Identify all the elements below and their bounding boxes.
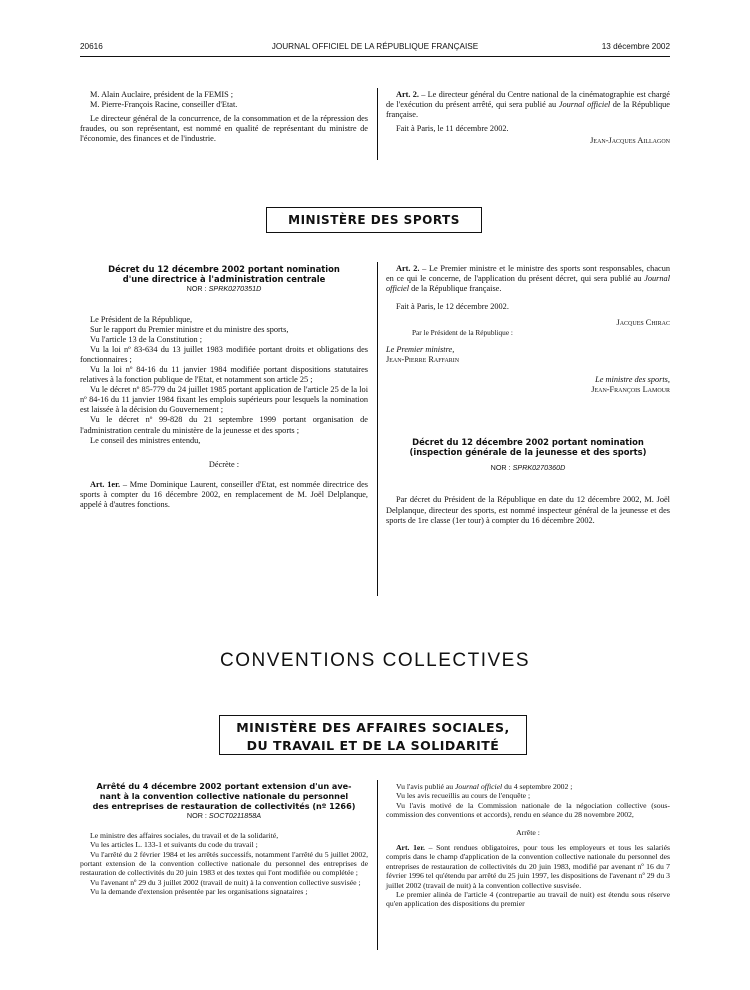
article-paragraph [386,90,670,120]
decree-title: d'une directrice à l'administration centrale [122,274,326,285]
arrete-title: Arrêté du 4 décembre 2002 portant extension d'un ave- [96,781,352,791]
section-heading: CONVENTIONS COLLECTIVES [219,650,531,671]
arrete-title: nant à la convention collective nationale du personnel [99,790,349,801]
decree-title: Décret du 12 décembre 2002 portant nomination [412,436,644,447]
paragraph: Le premier alinéa de l'article 4 (contrepartie au travail de nuit) est étendu sous réserve qu'en application des dispositions du premier [386,890,670,909]
decree-body: Par décret du Président de la République en date du 12 décembre 2002, M. Joël Delplanque, directeur des sports, est nommé inspecteur général de la jeunesse et des sports de 1re classe (1er tour) à compter du 16 décembre 2002. [386,495,670,525]
prime-minister-name: Jean-Pierre Raffarin [386,354,460,364]
member-line: M. Pierre-François Racine, conseiller d'Etat. [90,100,238,110]
member-line: M. Alain Auclaire, président de la FEMIS ; [90,90,234,99]
arrete-title: des entreprises de restauration de collectivités (nº 1266) [92,800,356,811]
article-text: de la République française. [386,100,670,120]
arrete-extension [80,782,368,897]
decree-directrice [80,264,368,510]
paragraph: Vu l'arrêté du 2 février 1984 et les arrêtés successifs, notamment l'arrêté du 5 juillet 2002, portant extension de la convention collective nationale du personnel des entreprises de restauration de collectivités du 20 juin 1983 et des textes qui l'ont modifiée ou complétée ; [80,849,368,878]
paragraph: Le conseil des ministres entendu, [90,435,201,445]
paragraph: Le Président de la République, [90,314,193,324]
paragraph: Vu l'avis publié au Journal officiel du 4 septembre 2002 ; [396,782,573,791]
column-separator [377,88,378,160]
column-separator [377,262,378,596]
running-header [80,42,670,54]
decree-title: Décret du 12 décembre 2002 portant nomination [108,264,340,274]
fait-line: Fait à Paris, le 11 décembre 2002. [396,124,509,134]
top-right-column [386,90,670,146]
header-rule [80,56,670,57]
prime-minister-title: Le Premier ministre, [386,344,455,354]
paragraph: Le directeur général de la concurrence, de la consommation et de la répression des fraudes, ou son représentant, est nommé en qualité de représentant du ministre de l'économie, des finances et de l'industrie. [80,114,368,144]
signature-president: Jacques Chirac [616,318,670,328]
paragraph: Vu la loi nº 83-634 du 13 juillet 1983 modifiée portant droits et obligations des fonctionnaires ; [80,344,368,364]
ministry-title-box: MINISTÈRE DES SPORTS [266,207,482,233]
fait-line: Fait à Paris, le 12 décembre 2002. [396,302,509,312]
top-left-column [80,90,368,144]
par-le-president: Par le Président de la République : [412,328,513,338]
paragraph: Le ministre des affaires sociales, du travail et de la solidarité, [90,830,279,840]
page-number: 20616 [80,42,103,51]
paragraph: Vu la loi nº 84-16 du 11 janvier 1984 modifiée portant dispositions statutaires relatives à la fonction publique de l'Etat, et notamment son article 25 ; [80,364,368,385]
sports-minister-name: Jean-François Lamour [591,384,670,394]
arrete-line: Arrête : [516,827,540,837]
paragraph: Vu la demande d'extension présentée par les organisations signataires ; [90,887,308,897]
article-paragraph: Art. 2. – Le Premier ministre et le ministre des sports sont responsables, chacun en ce qui le concerne, de l'application du présent décret, qui sera publié au Journal officiel de la République française. [386,264,670,294]
paragraph: Vu le décret nº 85-779 du 24 juillet 1985 portant application de l'article 25 de la loi nº 84-16 du 11 janvier 1984 fixant les emplois supérieurs pour lesquels la nomination est laissée à la décision du Gouvernement ; [80,385,368,415]
journal-title: JOURNAL OFFICIEL DE LA RÉPUBLIQUE FRANÇAISE [271,42,479,51]
paragraph: Vu les avis recueillis au cours de l'enquête ; [396,791,531,801]
ministry-title-box: MINISTÈRE DES AFFAIRES SOCIALES, DU TRAVAIL ET DE LA SOLIDARITÉ [219,715,527,755]
article-text: – Le directeur général du Centre national de la cinématographie est chargé de l'exécution du présent arrêté, qui sera publié au [386,90,670,110]
article-paragraph: Art. 1er. – Sont rendues obligatoires, pour tous les employeurs et tous les salariés compris dans le champ d'application de la convention collective nationale du personnel des entreprises de restauration de collectivités du 20 juin 1983, modifié par avenant nº 16 du 7 février 1996 tel qu'étendu par arrêté du 25 juin 1997, les dispositions de l'avenant nº 29 du 3 juillet 2002 (travail de nuit) à la convention collective susvisée. [386,843,670,890]
article-paragraph: Art. 1er. – Mme Dominique Laurent, conseiller d'Etat, est nommée directrice des sports à compter du 16 décembre 2002, en remplacement de M. Joël Delplanque, appelé à d'autres fonctions. [80,479,368,509]
nor-reference: NOR : SPRK0270360D [490,463,566,473]
signature: Jean-Jacques Aillagon [590,136,670,146]
decree-directrice-continued [386,264,670,526]
paragraph: Vu l'avenant nº 29 du 3 juillet 2002 (travail de nuit) à la convention collective susvisée ; [90,877,361,887]
paragraph: Vu les articles L. 133-1 et suivants du code du travail ; [90,840,258,850]
paragraph: Vu le décret nº 99-828 du 21 septembre 1999 portant organisation de l'administration centrale du ministère de la jeunesse et des sports ; [80,415,368,435]
column-separator [377,780,378,950]
paragraph: Vu l'avis motivé de la Commission nationale de la négociation collective (sous-commission des conventions et accords), rendu en séance du 28 novembre 2002, [386,800,670,820]
paragraph: Vu l'article 13 de la Constitution ; [90,334,203,344]
issue-date: 13 décembre 2002 [601,42,670,51]
decrete-line: Décrète : [208,459,240,469]
article-label: Art. 2. [396,90,419,99]
nor-reference: NOR : SOCT0211858A [186,811,262,821]
journal-reference: Journal officiel [558,100,611,110]
decree-title: (inspection générale de la jeunesse et des sports) [409,447,647,458]
paragraph: Sur le rapport du Premier ministre et du ministre des sports, [90,324,289,334]
arrete-extension-continued [386,782,670,909]
sports-minister-title: Le ministre des sports, [595,374,670,384]
nor-reference: NOR : SPRK0270351D [186,284,262,294]
